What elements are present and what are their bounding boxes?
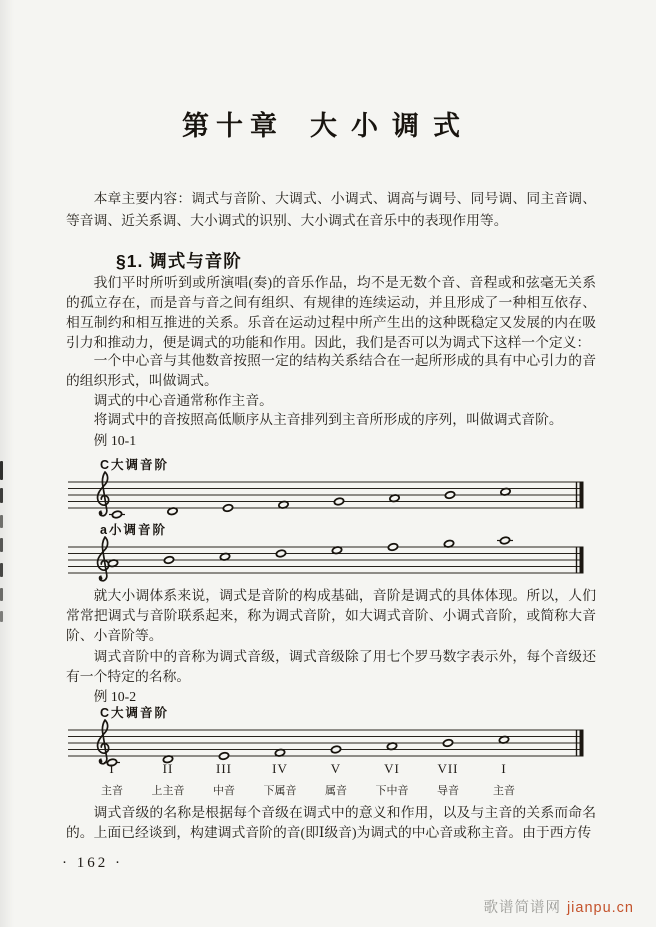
treble-clef-icon [98, 537, 109, 581]
body-paragraph-5: 就大小调体系来说，调式是音阶的构成基础，音阶是调式的具体体现。所以，人们常常把调式与音阶联系起来，称为调式音阶，如大调式音阶、小调式音阶，或简称大音阶、小音阶等。 [66, 588, 596, 643]
degree-name: 中音 [213, 785, 235, 797]
whole-note [223, 504, 234, 512]
whole-note [443, 739, 454, 747]
binding-mark [0, 488, 3, 503]
staff-label: C大调音阶 [100, 706, 170, 720]
chapter-name: 大小调式 [310, 111, 474, 141]
example-2-label: 例 10-2 [93, 689, 137, 704]
music-example-c-major-degrees [66, 703, 590, 803]
staff-label: C大调音阶 [100, 458, 170, 472]
body-paragraph-3: 调式的中心音通常称作主音。 [93, 393, 273, 408]
watermark [483, 896, 634, 917]
degree-numeral: VII [437, 761, 459, 776]
binding-mark [0, 538, 3, 552]
body-paragraph-4: 将调式中的音按照高低顺序从主音排列到主音所形成的序列，叫做调式音阶。 [93, 412, 563, 427]
degree-numeral: IV [272, 761, 288, 776]
body-paragraph-6: 调式音阶中的音称为调式音级，调式音级除了用七个罗马数字表示外，每个音级还有一个特定的名称。 [66, 649, 596, 684]
binding-mark [0, 515, 3, 528]
whole-note [276, 549, 287, 557]
binding-mark [0, 588, 3, 601]
music-example-a-minor-scale [66, 520, 590, 584]
binding-mark [0, 611, 3, 622]
degree-numeral: I [501, 761, 507, 776]
page-number: · 162 · [62, 855, 123, 871]
section-heading: §1. 调式与音阶 [116, 251, 242, 271]
binding-mark [0, 563, 3, 577]
whole-note [219, 752, 230, 760]
degree-numeral: II [162, 761, 174, 776]
whole-note [500, 536, 511, 544]
body-paragraph-7: 调式音级的名称是根据每个音级在调式中的意义和作用，以及与主音的关系而命名的。上面已经谈到，构建调式音阶的音(即Ⅰ级音)为调式的中心音或称主音。由于西方传 [66, 805, 596, 840]
chapter-number: 第十章 [182, 111, 284, 141]
treble-clef-icon [98, 472, 109, 516]
whole-note [331, 745, 342, 753]
watermark-site-name: 歌谱简谱网 [483, 900, 561, 916]
degree-name: 下中音 [375, 785, 409, 797]
body-paragraph-1: 我们平时所听到或所演唱(奏)的音乐作品，均不是无数个音、音程或和弦毫无关系的孤立存在，而是音与音之间有组织、有规律的连续运动，并且形成了一种相互依存、相互制约和相互推进的关系。乐音在运动过程中所产生出的这种既稳定又发展的内在吸引力和推动力，便是调式的功能和作用。因此，我们是否可以为调式下这样一个定义： [66, 275, 596, 350]
page-title [0, 104, 656, 143]
body-paragraph-2: 一个中心音与其他数音按照一定的结构关系结合在一起所形成的具有中心引力的音的组织形式，叫做调式。 [66, 353, 596, 388]
degree-name: 主音 [101, 785, 123, 797]
whole-note [334, 497, 345, 505]
staff-label: a小调音阶 [100, 523, 167, 537]
watermark-domain: jianpu.cn [566, 900, 634, 916]
degree-name: 主音 [493, 785, 515, 797]
degree-name: 下属音 [263, 785, 297, 797]
whole-note [164, 556, 175, 564]
whole-note [388, 543, 399, 551]
degree-numeral: III [216, 761, 232, 776]
degree-numeral: VI [384, 761, 400, 776]
music-example-c-major-scale [66, 455, 590, 519]
degree-name: 上主音 [151, 785, 185, 797]
degree-numeral: I [109, 761, 115, 776]
binding-mark [0, 461, 3, 480]
whole-note [445, 491, 456, 499]
degree-numeral: V [330, 761, 342, 776]
intro-paragraph: 本章主要内容：调式与音阶、大调式、小调式、调高与调号、同号调、同主音调、等音调、近关系调、大小调式的识别、大小调式在音乐中的表现作用等。 [66, 191, 596, 228]
treble-clef-icon [98, 720, 109, 764]
whole-note [112, 510, 123, 518]
example-1-label: 例 10-1 [93, 433, 137, 448]
degree-name: 属音 [325, 785, 347, 797]
degree-name: 导音 [437, 785, 459, 797]
